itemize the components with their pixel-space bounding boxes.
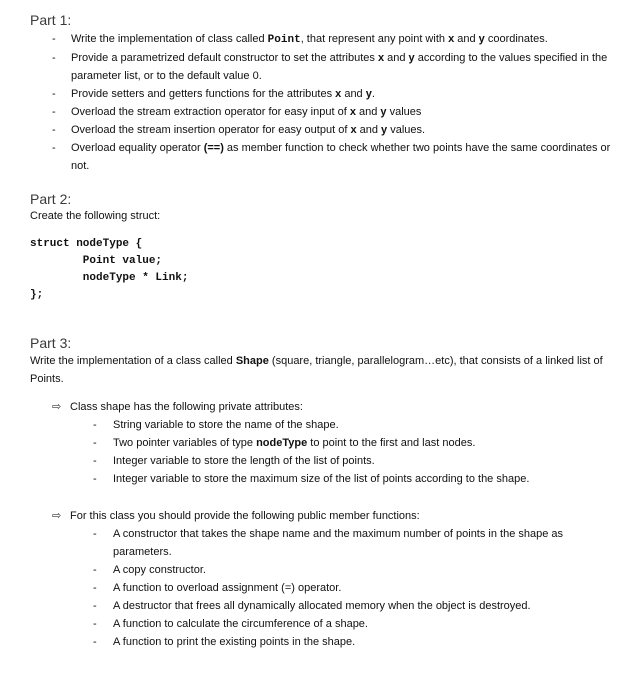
private-attributes-heading (52, 398, 303, 416)
code-line-1: struct nodeType { (30, 238, 143, 250)
dash-bullet: - (52, 124, 56, 136)
bold-text: x (350, 124, 357, 136)
public-functions-list (93, 525, 593, 651)
list-item: - Write the implementation of class called Point, that represent any point with x and y coordinates. (52, 30, 612, 49)
code-line-3: nodeType * Link; (30, 272, 189, 284)
part1-list (52, 30, 612, 175)
public-heading-text: For this class you should provide the following public member functions: (70, 510, 420, 522)
list-item: - Provide setters and getters functions for the attributes x and y. (52, 85, 612, 103)
code-text: Point (267, 34, 301, 46)
dash-bullet: - (52, 142, 56, 154)
private-heading-text: Class shape has the following private attributes: (70, 401, 303, 413)
bold-text: x (349, 106, 356, 118)
dash-bullet: - (93, 473, 97, 485)
dash-bullet: - (93, 636, 97, 648)
list-item: - A function to overload assignment (=) operator. (93, 579, 593, 597)
list-item: - Integer variable to store the maximum size of the list of points according to the shape. (93, 470, 593, 488)
dash-bullet: - (93, 528, 97, 540)
public-functions-heading (52, 507, 420, 525)
list-item: - A function to calculate the circumference of a shape. (93, 615, 593, 633)
bold-text: y (381, 124, 388, 136)
bold-text: y (380, 106, 387, 118)
code-line-4: }; (30, 289, 44, 301)
list-item: - A constructor that takes the shape name and the maximum number of points in the shape as parameters. (93, 525, 593, 561)
dash-bullet: - (93, 419, 97, 431)
private-attributes-list (93, 416, 593, 488)
dash-bullet: - (93, 564, 97, 576)
part2-heading: Part 2: (30, 191, 72, 207)
dash-bullet: - (93, 618, 97, 630)
dash-bullet: - (93, 582, 97, 594)
list-item: - Two pointer variables of type nodeType to point to the first and last nodes. (93, 434, 593, 452)
dash-bullet: - (93, 437, 97, 449)
dash-bullet: - (52, 33, 56, 45)
list-item: - A destructor that frees all dynamically allocated memory when the object is destroyed. (93, 597, 593, 615)
bold-text: y (478, 33, 485, 45)
bold-text: x (335, 88, 342, 100)
dash-bullet: - (52, 106, 56, 118)
list-item: - Integer variable to store the length of the list of points. (93, 452, 593, 470)
list-item: - A copy constructor. (93, 561, 593, 579)
part2-intro: Create the following struct: (30, 210, 161, 222)
list-item: - A function to print the existing points in the shape. (93, 633, 593, 651)
arrow-icon: ⇨ (52, 510, 62, 522)
bold-text: Shape (235, 355, 269, 367)
dash-bullet: - (93, 600, 97, 612)
bold-text: y (365, 88, 372, 100)
bold-text: x (377, 52, 385, 64)
list-item: - String variable to store the name of the shape. (93, 416, 593, 434)
part1-heading: Part 1: (30, 12, 72, 28)
dash-bullet: - (93, 455, 97, 467)
dash-bullet: - (52, 52, 56, 64)
bold-text: x (448, 33, 455, 45)
bold-text: (==) (203, 142, 224, 154)
list-item: - Overload equality operator (==) as member function to check whether two points have the same coordinates or not. (52, 139, 612, 175)
code-line-2: Point value; (30, 255, 163, 267)
bold-text: nodeType (256, 437, 308, 449)
arrow-icon: ⇨ (52, 401, 62, 413)
dash-bullet: - (52, 88, 56, 100)
part3-intro: Write the implementation of a class called Shape (square, triangle, parallelogram…etc), that consists of a linked list of Points. (30, 355, 603, 385)
list-item: - Overload the stream insertion operator for easy output of x and y values. (52, 121, 612, 139)
list-item: - Overload the stream extraction operator for easy input of x and y values (52, 103, 612, 121)
bold-text: y (408, 52, 415, 64)
part3-heading: Part 3: (30, 335, 72, 351)
list-item: - Provide a parametrized default constructor to set the attributes x and y according to the values specified in the parameter list, or to the default value 0. (52, 49, 612, 85)
